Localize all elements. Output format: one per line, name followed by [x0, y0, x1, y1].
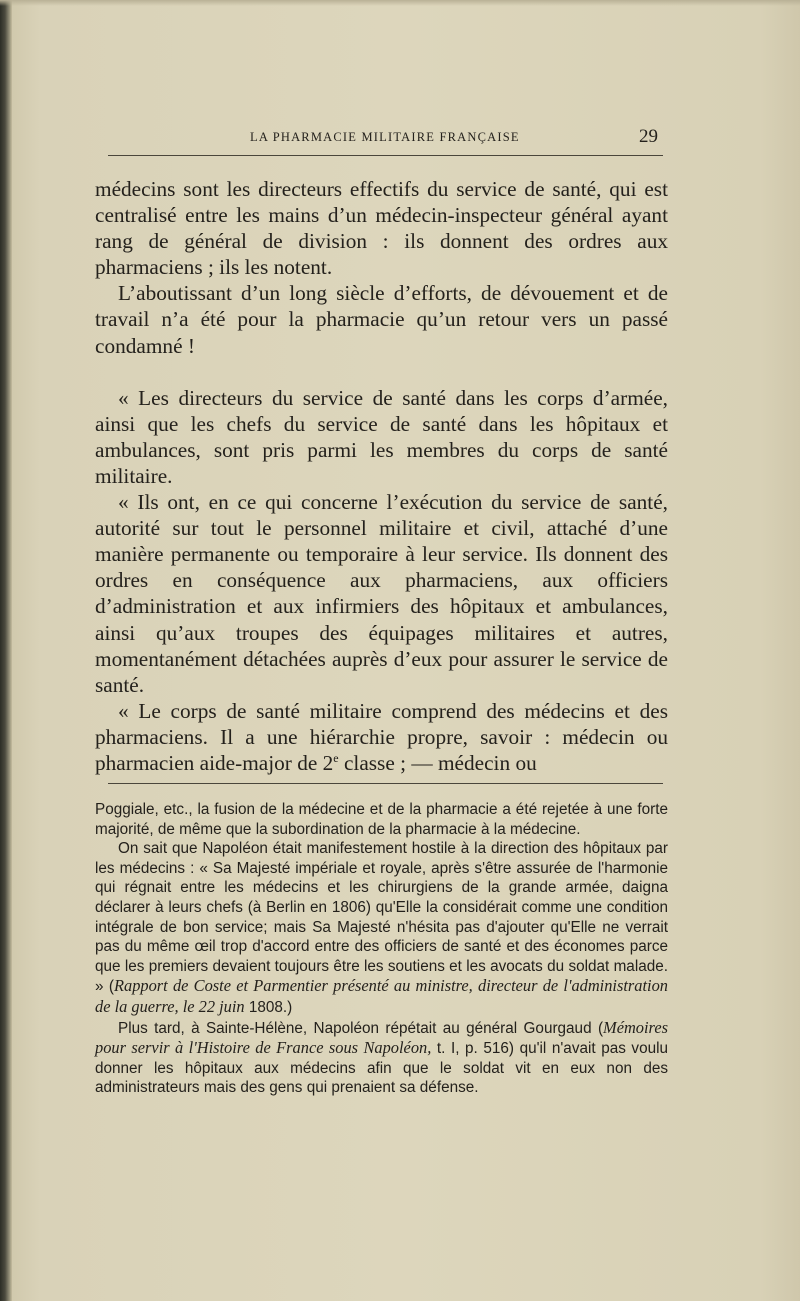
paragraph-5-quote [95, 698, 668, 776]
paragraph-3-quote: « Les directeurs du service de santé dans les corps d’armée, ainsi que les chefs du service de santé dans les hôpitaux et ambulances, sont pris parmi les membres du corps de santé militaire. [95, 385, 668, 488]
page-binding-edge [0, 0, 12, 1301]
running-title: LA PHARMACIE MILITAIRE FRANÇAISE [250, 130, 520, 144]
running-head [108, 126, 668, 152]
footnote-2-text: On sait que Napoléon était manifestement hostile à la direction des hôpitaux par les médecins : « Sa Majesté impériale et royale, après s'être assurée de l'harmonie qui régnait entre les médecins et les chirurgiens de la grande armée, daigna déclarer à leurs chefs (à Berlin en 1806) qu'Elle la considérait comme une condition intégrale de bon service; mais Sa Majesté n'hésita pas d'ajouter qu'Elle ne verrait pas du même œil trop d'accord entre des officiers de santé et des économes parce que les premiers devaient toujours être les soutiens et les avocats du soldat malade. » ( [95, 840, 668, 996]
main-text [95, 176, 668, 776]
footnote-3-start: Plus tard, à Sainte-Hélène, Napoléon répétait au général Gourgaud ( [118, 1019, 604, 1037]
footnote-3 [95, 1018, 668, 1098]
paragraph-5-superscript: e [333, 750, 339, 765]
footnote-3-citation: Mémoires pour servir à l'Histoire de France sous Napoléon, [95, 1017, 668, 1058]
paragraph-2: L’aboutissant d’un long siècle d’efforts, de dévouement et de travail n’a été pour la pharmacie qu’un retour vers un passé condamné ! [95, 281, 668, 358]
footnote-2 [95, 839, 668, 1017]
paragraph-4-quote: « Ils ont, en ce qui concerne l’exécution du service de santé, autorité sur tout le personnel militaire et civil, attaché d’une manière permanente ou temporaire à leur service. Ils donnent des ordres en conséquence aux pharmaciens, aux officiers d’administration et aux infirmiers des hôpitaux et ambulances, ainsi qu’aux troupes des équipages militaires et autres, momentanément détachées auprès d’eux pour assurer le service de santé. [95, 490, 668, 697]
paragraph-5-text-b: classe ; — médecin ou [338, 750, 537, 775]
footnote-3-text: t. I, p. 516) qu'il n'avait pas voulu donner les hôpitaux aux médecins afin que le soldat vit en eux non des administrateurs mais des gens qui prenaient sa défense. [95, 1040, 669, 1097]
page-number: 29 [639, 126, 658, 147]
footnote-2-end: 1808.) [244, 998, 293, 1016]
paragraph-5-text-a: « Le corps de santé militaire comprend des médecins et des pharmaciens. Il a une hiérarchie propre, savoir : médecin ou pharmacien aide-major de 2 [95, 698, 668, 775]
footnote-rule [108, 783, 663, 784]
paragraph-1: médecins sont les directeurs effectifs du service de santé, qui est centralisé entre les mains d’un médecin-inspecteur général ayant rang de général de division : ils donnent des ordres aux pharmaciens ; ils les notent. [95, 177, 668, 280]
footnote-1: Poggiale, etc., la fusion de la médecine et de la pharmacie a été rejetée à une forte majorité, de même que la subordination de la pharmacie à la médecine. [95, 801, 668, 838]
page-top-shadow [0, 0, 800, 6]
footnote-2-citation: Rapport de Coste et Parmentier présenté au ministre, directeur de l'administration de la guerre, le 22 juin [95, 976, 668, 1016]
header-rule [108, 155, 663, 156]
footnotes [95, 800, 668, 1098]
